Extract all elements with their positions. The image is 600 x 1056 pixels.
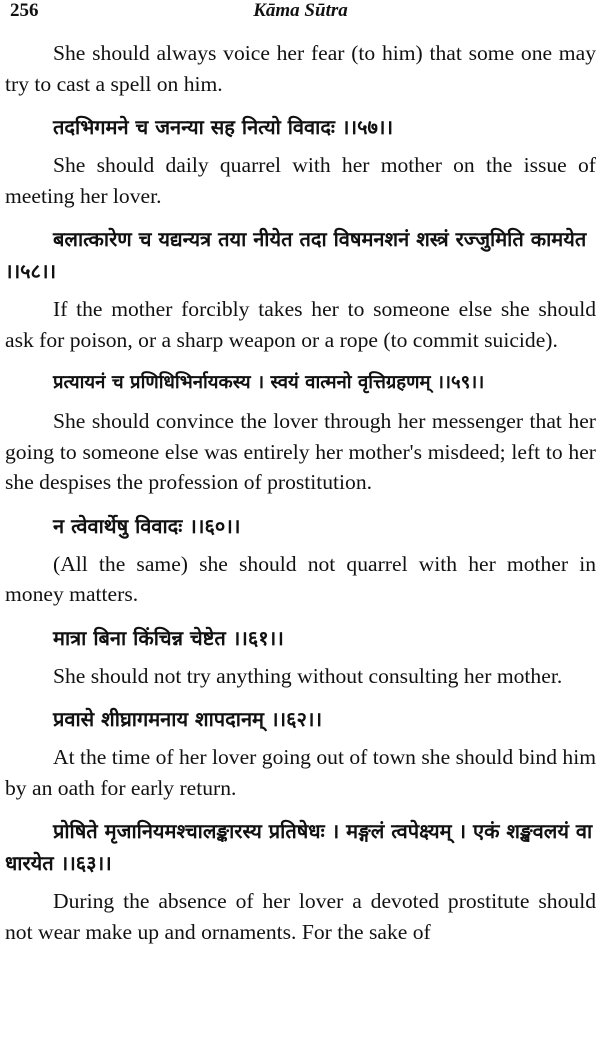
sanskrit-verse: प्रत्यायनं च प्रणिधिभिर्नायकस्य । स्वयं वात्मनो वृत्तिग्रहणम् ।।५९।। [53, 372, 485, 393]
verse-block [5, 367, 596, 498]
verse-block [5, 223, 596, 355]
verse-block [5, 38, 596, 99]
english-translation: If the mother forcibly takes her to someone else she should ask for poison, or a sharp weapon or a rope (to commit suicide). [5, 297, 596, 352]
verse-block [5, 703, 596, 803]
english-translation: She should daily quarrel with her mother on the issue of meeting her lover. [5, 153, 596, 208]
english-translation: During the absence of her lover a devoted prostitute should not wear make up and ornaments. For the sake of [5, 889, 596, 944]
sanskrit-verse: प्रवासे शीघ्रागमनाय शापदानम् ।।६२।। [53, 707, 323, 731]
sanskrit-verse: बलात्कारेण च यद्यन्यत्र तया नीयेत तदा विषमनशनं शस्त्रं रज्जुमिति कामयेत ।।५८।। [5, 227, 587, 283]
english-translation: At the time of her lover going out of town she should bind him by an oath for early return. [5, 745, 596, 800]
english-translation: She should convince the lover through her messenger that her going to someone else was entirely her mother's misdeed; left to her she despises the profession of prostitution. [5, 409, 596, 494]
english-translation: She should always voice her fear (to him) that some one may try to cast a spell on him. [5, 41, 596, 96]
english-translation: (All the same) she should not quarrel with her mother in money matters. [5, 551, 596, 606]
sanskrit-verse: न त्वेवार्थेषु विवादः ।।६०।। [53, 513, 241, 538]
verse-block [5, 815, 596, 947]
verse-block [5, 510, 596, 610]
sanskrit-verse: प्रोषिते मृजानियमश्चालङ्कारस्य प्रतिषेधः । मङ्गलं त्वपेक्ष्यम् । एकं शङ्खवलयं वा धारयेत ।।६३।। [5, 819, 593, 875]
running-title: Kāma Sūtra [253, 0, 348, 21]
verse-block [5, 111, 596, 211]
english-translation: She should not try anything without consulting her mother. [53, 663, 563, 688]
page-number: 256 [10, 0, 39, 21]
page-header [5, 0, 596, 30]
sanskrit-verse: तदभिगमने च जनन्या सह नित्यो विवादः ।।५७।। [53, 115, 394, 139]
sanskrit-verse: मात्रा बिना किंचिन्न चेष्टेत ।।६१।। [53, 625, 284, 650]
verse-block [5, 622, 596, 692]
